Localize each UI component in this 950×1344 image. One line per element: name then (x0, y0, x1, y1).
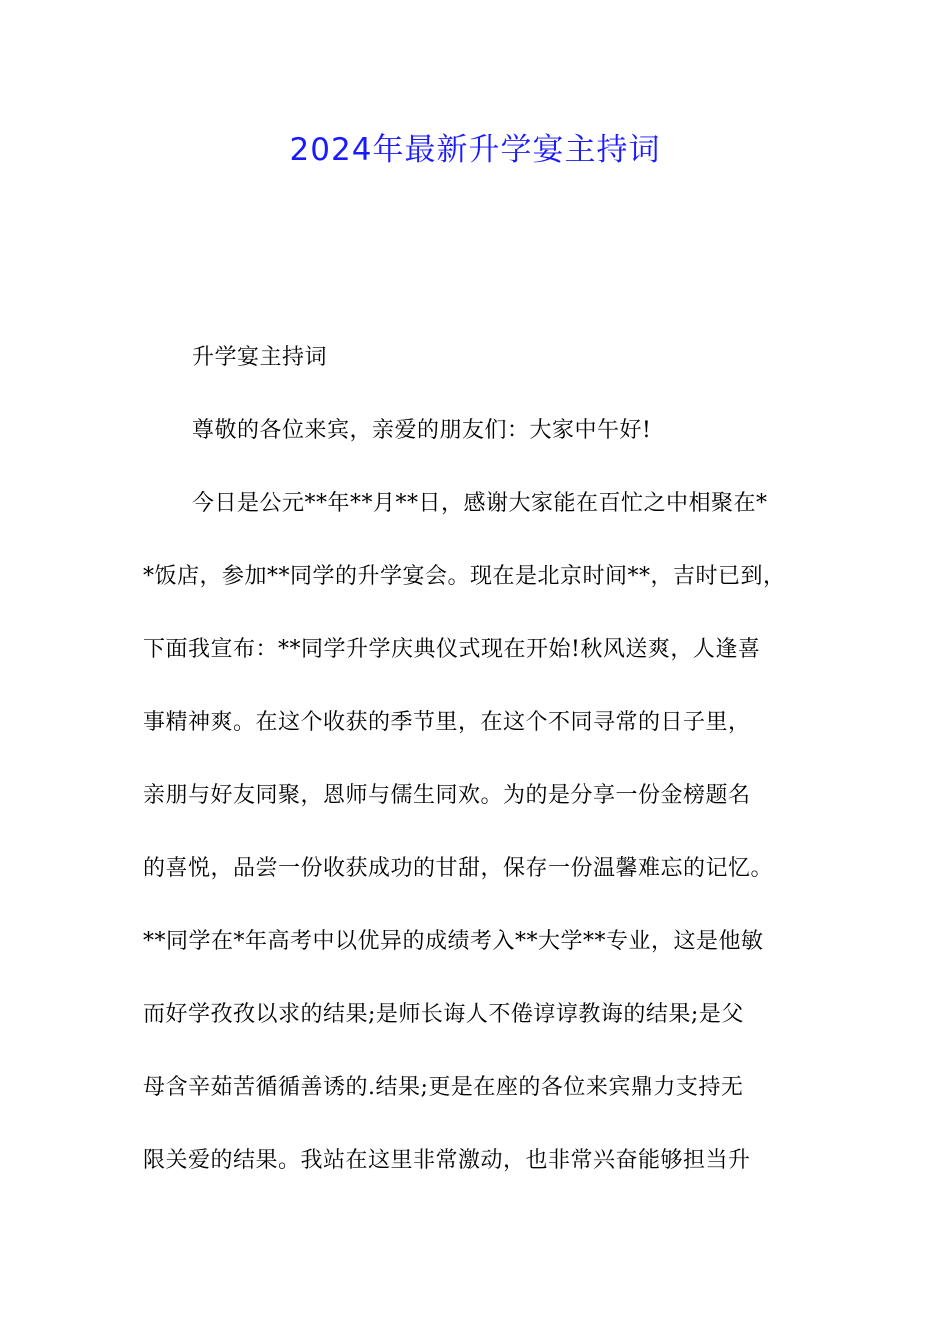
paragraph-line: 限关爱的结果。我站在这里非常激动，也非常兴奋能够担当升 (143, 1148, 751, 1173)
paragraph-line: 的喜悦，品尝一份收获成功的甘甜，保存一份温馨难忘的记忆。 (143, 856, 774, 881)
paragraph-line: 而好学孜孜以求的结果;是师长诲人不倦谆谆教诲的结果;是父 (143, 1002, 744, 1027)
paragraph-line: 事精神爽。在这个收获的季节里，在这个不同寻常的日子里， (143, 710, 751, 735)
section-heading: 升学宴主持词 (192, 345, 328, 370)
paragraph-line: 母含辛茹苦循循善诱的.结果;更是在座的各位来宾鼎力支持无 (143, 1075, 744, 1100)
paragraph-line: **同学在*年高考中以优异的成绩考入**大学**专业，这是他敏 (143, 929, 764, 954)
paragraph-line: 下面我宣布：**同学升学庆典仪式现在开始!秋风送爽，人逢喜 (143, 637, 761, 662)
paragraph-line: 亲朋与好友同聚，恩师与儒生同欢。为的是分享一份金榜题名 (143, 783, 751, 808)
greeting-line: 尊敬的各位来宾，亲爱的朋友们：大家中午好! (192, 418, 652, 443)
document-title: 2024年最新升学宴主持词 (289, 132, 661, 168)
paragraph-line: *饭店，参加**同学的升学宴会。现在是北京时间**，吉时已到， (143, 564, 786, 589)
paragraph-line: 今日是公元**年**月**日，感谢大家能在百忙之中相聚在* (192, 491, 768, 516)
